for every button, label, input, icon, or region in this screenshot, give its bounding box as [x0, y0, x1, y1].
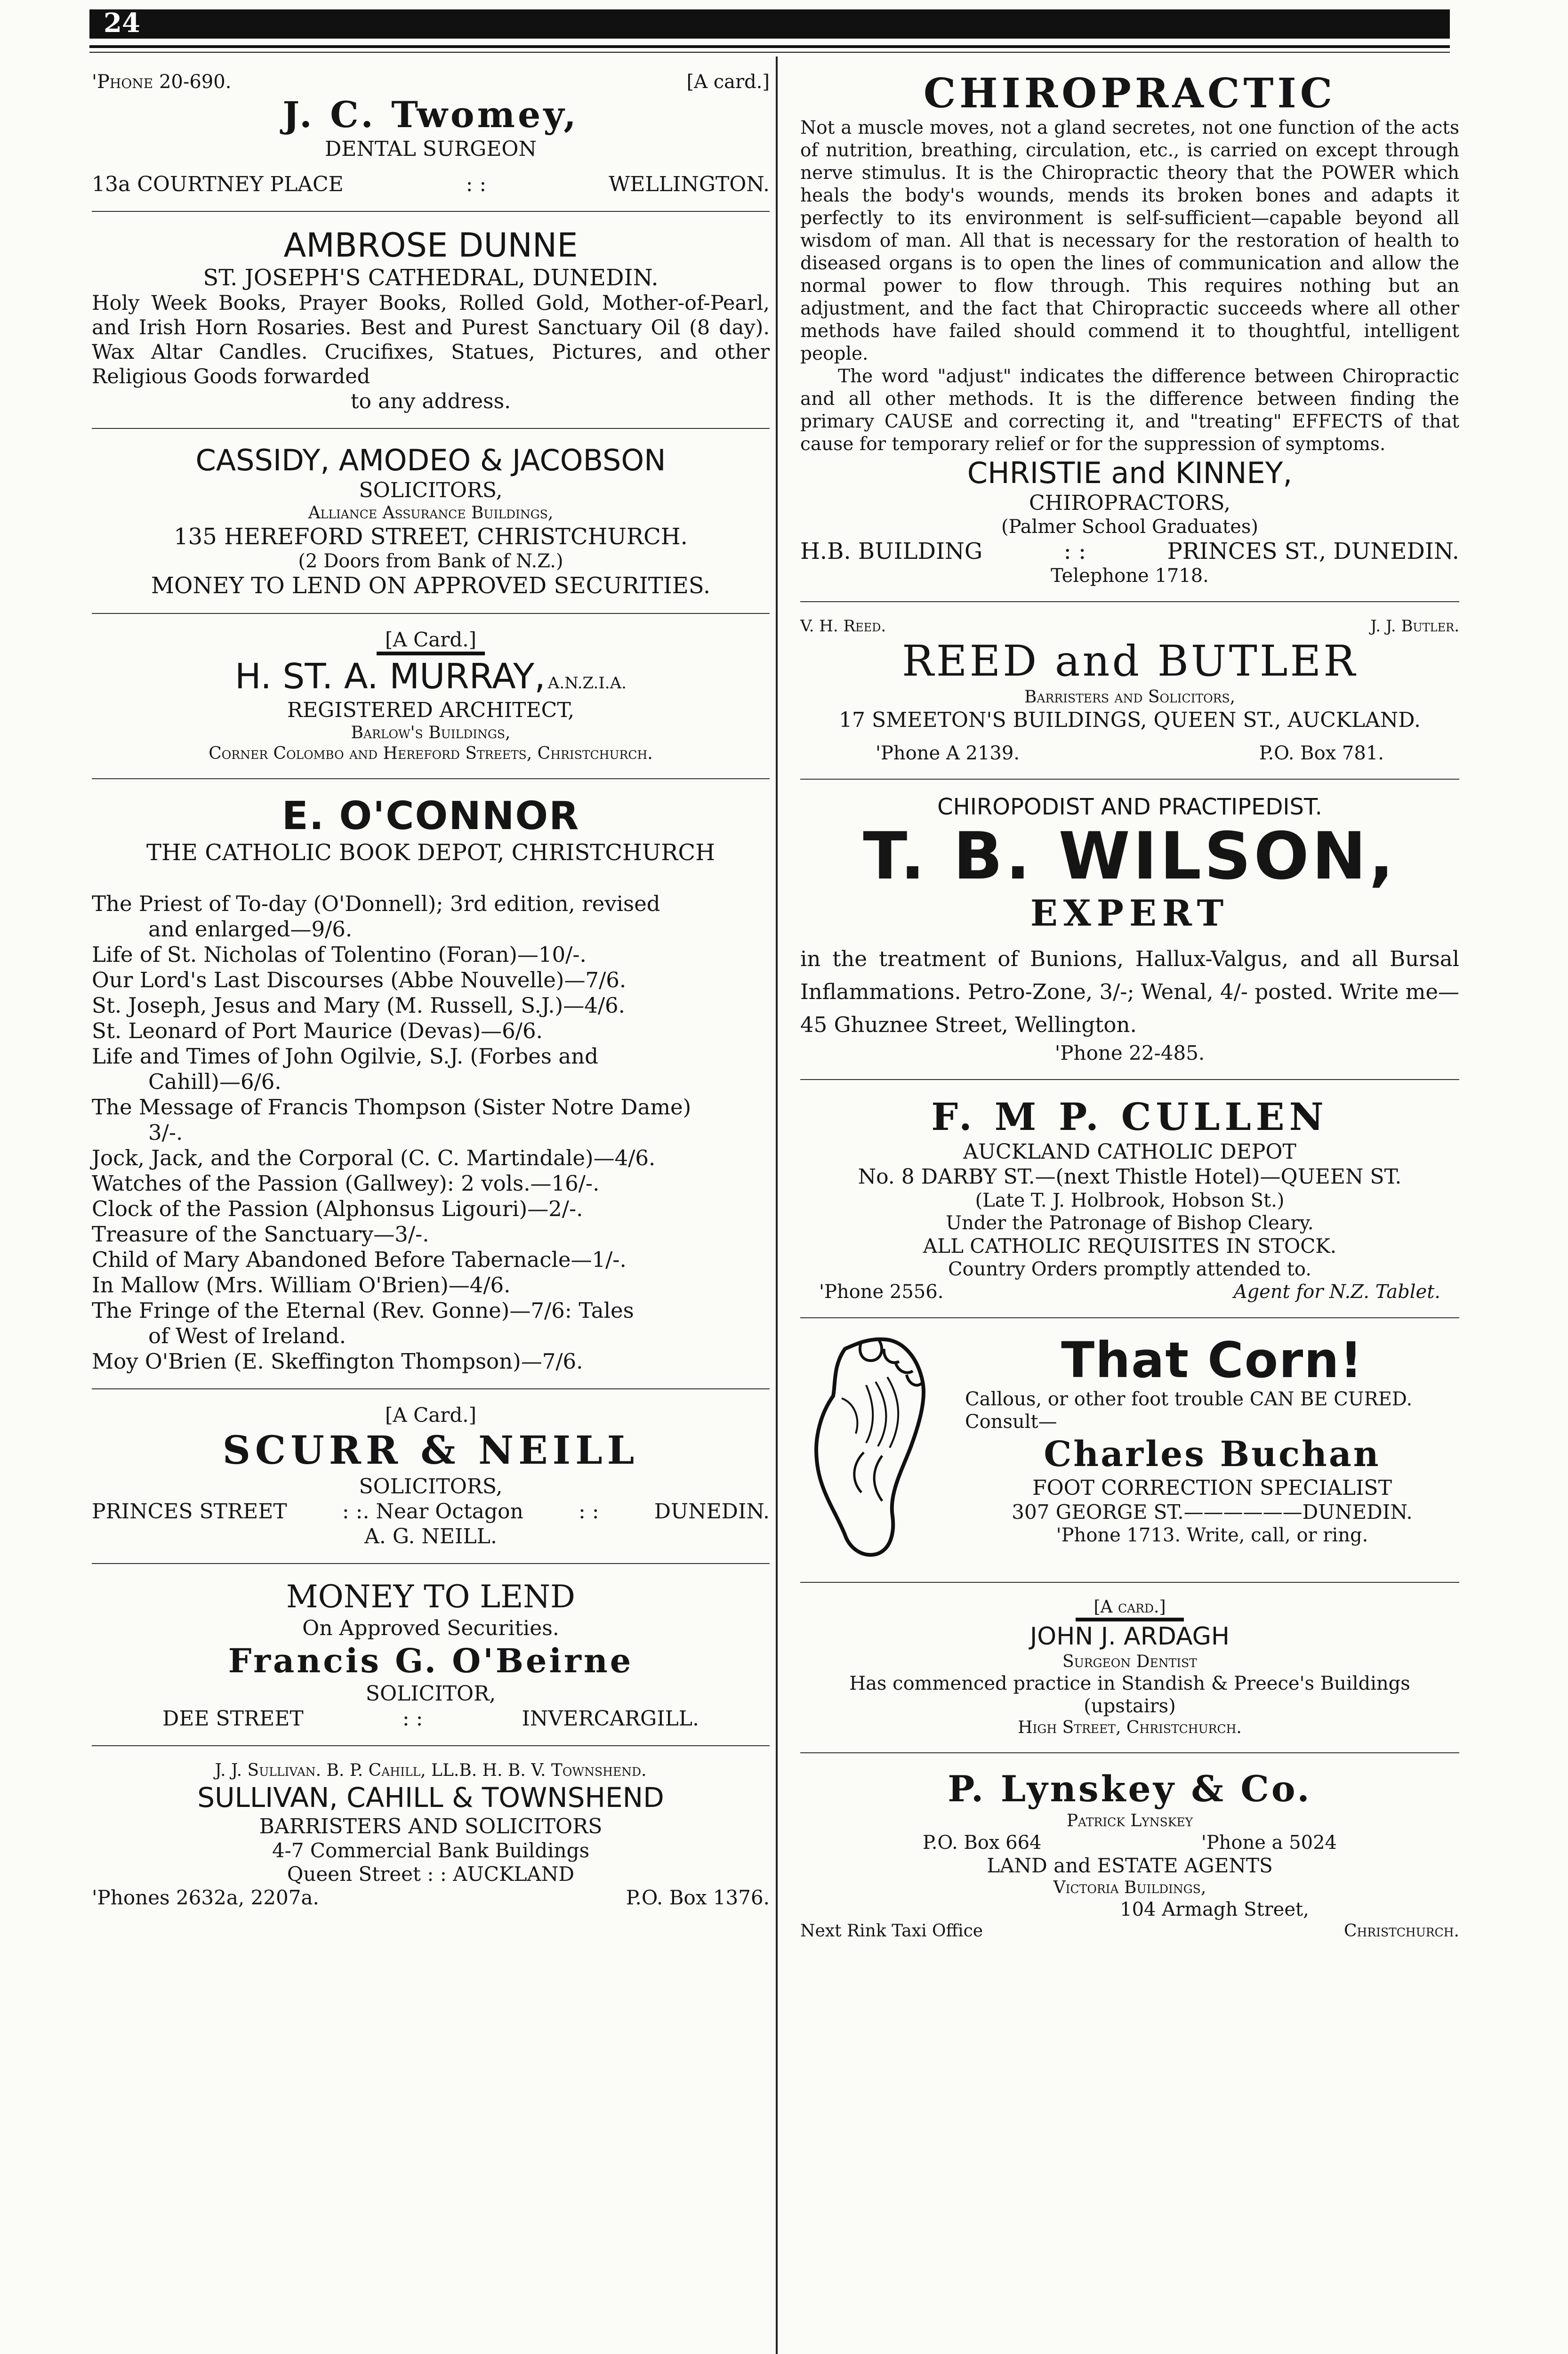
- corn-line-1: Callous, or other foot trouble CAN BE CURED.: [965, 1388, 1413, 1410]
- book-line: Treasure of the Sanctuary—3/-.: [92, 1222, 429, 1247]
- book-line: Cahill)—6/6.: [148, 1069, 281, 1094]
- book-line: Child of Mary Abandoned Before Tabernacle—1/-.: [92, 1247, 627, 1272]
- cassidy-name: CASSIDY, AMODEO & JACOBSON: [195, 443, 666, 477]
- lynskey-building: Victoria Buildings,: [1053, 1878, 1206, 1897]
- divider-rule: [800, 1079, 1459, 1080]
- corn-text: [956, 1332, 1459, 1568]
- twomey-ad: [92, 71, 770, 197]
- book-line: Clock of the Passion (Alphonsus Ligouri)—2/-.: [92, 1196, 583, 1221]
- book-line: and enlarged—9/6.: [148, 917, 353, 942]
- corn-address: 307 GEORGE ST.——————DUNEDIN.: [1012, 1500, 1413, 1524]
- wilson-expert: EXPERT: [1030, 892, 1230, 934]
- wilson-ad: [800, 794, 1459, 1065]
- obeirne-title: SOLICITOR,: [365, 1682, 496, 1706]
- murray-corner: Corner Colombo and Hereford Streets, Christchurch.: [209, 744, 653, 763]
- lynskey-street: 104 Armagh Street,: [1120, 1899, 1309, 1920]
- divider-rule: [800, 1582, 1459, 1583]
- book-line: The Priest of To-day (O'Donnell); 3rd edition, revised: [92, 891, 660, 916]
- sullivan-name: SULLIVAN, CAHILL & TOWNSHEND: [197, 1782, 664, 1814]
- cullen-name: F. M P. CULLEN: [931, 1095, 1328, 1139]
- chiropractic-building: H.B. BUILDING: [800, 538, 983, 564]
- sullivan-phones: 'Phones 2632a, 2207a.: [92, 1886, 319, 1909]
- book-line: Our Lord's Last Discourses (Abbe Nouvelle)—7/6.: [92, 967, 627, 992]
- cullen-stock: ALL CATHOLIC REQUISITES IN STOCK.: [923, 1234, 1337, 1258]
- wilson-heading: CHIROPODIST AND PRACTIPEDIST.: [937, 794, 1322, 820]
- dunne-text: Holy Week Books, Prayer Books, Rolled Gold, Mother-of-Pearl, and Irish Horn Rosaries. Best and Purest Sanctuary Oil (8 day). Wax Altar Candles. Crucifixes, Statues, Pictures, and other Religious Goods forwarded: [92, 291, 770, 388]
- reed-ad: [800, 616, 1459, 765]
- divider-rule: [800, 1752, 1459, 1753]
- reed-name: REED and BUTLER: [901, 637, 1358, 686]
- scurr-partner: A. G. NEILL.: [364, 1524, 497, 1548]
- corn-title: That Corn!: [1061, 1331, 1363, 1389]
- book-line: of West of Ireland.: [148, 1323, 346, 1348]
- book-line: The Message of Francis Thompson (Sister Notre Dame): [92, 1095, 692, 1120]
- divider-rule: [92, 211, 770, 212]
- masthead-bar: [89, 9, 1450, 39]
- ardagh-name: JOHN J. ARDAGH: [1029, 1622, 1230, 1651]
- top-thin-rule: [89, 52, 1450, 53]
- twomey-phone: 'Phone 20-690.: [92, 71, 232, 93]
- reed-left-partner: V. H. Reed.: [800, 617, 886, 636]
- twomey-separator: : :: [466, 172, 487, 196]
- twomey-address: 13a COURTNEY PLACE: [92, 172, 344, 196]
- lynskey-phone: 'Phone a 5024: [1201, 1832, 1337, 1854]
- ardagh-street: High Street, Christchurch.: [1018, 1718, 1242, 1737]
- sullivan-box: P.O. Box 1376.: [626, 1886, 770, 1909]
- divider-rule: [92, 1563, 770, 1564]
- column-divider: [776, 56, 778, 2354]
- scurr-card: [A Card.]: [385, 1403, 476, 1427]
- reed-right-partner: J. J. Butler.: [1370, 617, 1459, 636]
- dunne-ad: [92, 226, 770, 414]
- short-rule: [377, 652, 485, 655]
- cassidy-street: 135 HEREFORD STREET, CHRISTCHURCH.: [174, 524, 688, 550]
- chiropractic-title-2: CHIROPRACTORS,: [1029, 491, 1230, 515]
- chiropractic-paragraph-1: Not a muscle moves, not a gland secretes, not one function of the acts of nutrition, breathing, circulation, etc., is carried on except through nerve stimulus. It is the Chiropractic theory that the POWER which heals the body's wounds, mends its broken bones and adapts it perfectly to its environment is self-sufficient—capable beyond all wisdom of man. All that is necessary for the restoration of health to diseased organs is to open the lines of communication and allow the normal power to flow through. This requires nothing but an adjustment, and the fact that Chiropractic succeeds where all other methods have failed should commend it to thoughtful, intelligent people.: [800, 117, 1459, 364]
- short-rule: [1076, 1618, 1184, 1621]
- divider-rule: [800, 1317, 1459, 1318]
- murray-name: H. ST. A. MURRAY,: [235, 656, 546, 697]
- corn-name: Charles Buchan: [1044, 1434, 1381, 1475]
- chiropractic-paragraph-2: The word "adjust" indicates the difference between Chiropractic and all other methods. It is the difference between finding the primary CAUSE and correcting it, and "treating" EFFECTS of that cause for temporary relief or for the suppression of symptoms.: [800, 366, 1459, 455]
- ardagh-card: [A card.]: [1094, 1597, 1166, 1617]
- corn-line-2: Consult—: [965, 1411, 1057, 1433]
- wilson-name: T. B. WILSON,: [863, 818, 1397, 894]
- sullivan-separator: : :: [427, 1862, 447, 1886]
- scurr-near: : :. Near Octagon: [342, 1499, 523, 1524]
- chiropractic-phone: Telephone 1718.: [1051, 565, 1209, 587]
- murray-suffix: A.N.Z.I.A.: [547, 674, 627, 693]
- lynskey-name: P. Lynskey & Co.: [948, 1768, 1312, 1810]
- lynskey-partner: Patrick Lynskey: [1066, 1811, 1193, 1830]
- divider-rule: [800, 779, 1459, 780]
- page-number: 24: [104, 8, 140, 39]
- divider-rule: [92, 778, 770, 779]
- lynskey-rink: Next Rink Taxi Office: [800, 1921, 983, 1941]
- lynskey-ad: [800, 1767, 1459, 1942]
- scurr-ad: [92, 1403, 770, 1549]
- ardagh-title: Surgeon Dentist: [1062, 1652, 1197, 1671]
- cassidy-building: Alliance Assurance Buildings,: [308, 503, 554, 523]
- book-line: Moy O'Brien (E. Skeffington Thompson)—7/6.: [92, 1349, 583, 1374]
- obeirne-heading: MONEY TO LEND: [286, 1579, 575, 1615]
- cullen-patron: Under the Patronage of Bishop Cleary.: [946, 1212, 1314, 1234]
- book-line: St. Leonard of Port Maurice (Devas)—6/6.: [92, 1018, 543, 1043]
- murray-ad: [92, 628, 770, 764]
- divider-rule: [800, 601, 1459, 602]
- divider-rule: [92, 1388, 770, 1389]
- murray-card: [A Card.]: [385, 628, 476, 651]
- cullen-late: (Late T. J. Holbrook, Hobson St.): [975, 1190, 1285, 1211]
- sullivan-address1: 4-7 Commercial Bank Buildings: [272, 1839, 590, 1862]
- chiropractic-title: CHIROPRACTIC: [923, 70, 1336, 117]
- book-line: 3/-.: [148, 1120, 183, 1145]
- obeirne-name: Francis G. O'Beirne: [228, 1641, 634, 1680]
- corn-specialist: FOOT CORRECTION SPECIALIST: [1032, 1476, 1392, 1500]
- obeirne-approved: On Approved Securities.: [302, 1616, 559, 1640]
- chiropractic-ad: [800, 71, 1459, 587]
- lynskey-agents: LAND and ESTATE AGENTS: [987, 1854, 1273, 1877]
- cassidy-ad: [92, 443, 770, 599]
- book-line: St. Joseph, Jesus and Mary (M. Russell, S.J.)—4/6.: [92, 993, 625, 1018]
- ardagh-text: Has commenced practice in Standish & Preece's Buildings: [849, 1673, 1410, 1694]
- chiropractic-separator: : :: [1063, 538, 1086, 564]
- twomey-card: [A card.]: [686, 71, 770, 93]
- scurr-title: SOLICITORS,: [359, 1475, 503, 1499]
- sullivan-city: AUCKLAND: [453, 1862, 575, 1886]
- sullivan-ad: [92, 1760, 770, 1910]
- scurr-street: PRINCES STREET: [92, 1499, 287, 1524]
- dunne-name: AMBROSE DUNNE: [283, 226, 578, 265]
- cullen-orders: Country Orders promptly attended to.: [948, 1258, 1311, 1280]
- scurr-name: SCURR & NEILL: [222, 1428, 639, 1473]
- obeirne-city: INVERCARGILL.: [522, 1707, 699, 1731]
- ardagh-upstairs: (upstairs): [1084, 1695, 1176, 1717]
- scurr-separator: : :: [578, 1499, 599, 1524]
- sullivan-address2: Queen Street: [287, 1862, 421, 1886]
- dunne-place: ST. JOSEPH'S CATHEDRAL, DUNEDIN.: [203, 265, 659, 291]
- murray-title: REGISTERED ARCHITECT,: [287, 698, 575, 722]
- obeirne-ad: [92, 1578, 770, 1731]
- lynskey-box: P.O. Box 664: [923, 1832, 1042, 1854]
- book-line: In Mallow (Mrs. William O'Brien)—4/6.: [92, 1273, 511, 1298]
- cassidy-money: MONEY TO LEND ON APPROVED SECURITIES.: [151, 572, 711, 599]
- ardagh-ad: [800, 1597, 1459, 1738]
- twomey-title: DENTAL SURGEON: [324, 137, 537, 161]
- corn-phone: 'Phone 1713. Write, call, or ring.: [1056, 1524, 1368, 1546]
- book-line: Watches of the Passion (Gallwey): 2 vols.—16/-.: [92, 1171, 600, 1196]
- scurr-city: DUNEDIN.: [654, 1499, 770, 1524]
- cullen-depot: AUCKLAND CATHOLIC DEPOT: [963, 1140, 1296, 1164]
- wilson-phone: 'Phone 22-485.: [1054, 1041, 1205, 1064]
- book-list: [92, 891, 770, 1374]
- sullivan-title: BARRISTERS AND SOLICITORS: [259, 1814, 603, 1838]
- twomey-name: J. C. Twomey,: [282, 94, 579, 136]
- sullivan-partners: J. J. Sullivan. B. P. Cahill, LL.B. H. B. V. Townshend.: [215, 1761, 647, 1780]
- divider-rule: [92, 428, 770, 429]
- cullen-address: No. 8 DARBY ST.—(next Thistle Hotel)—QUEEN ST.: [858, 1165, 1402, 1189]
- book-line: Life and Times of John Ogilvie, S.J. (Forbes and: [92, 1044, 598, 1069]
- oconnor-name: E. O'CONNOR: [281, 794, 580, 838]
- obeirne-street: DEE STREET: [162, 1707, 304, 1731]
- reed-title: Barristers and Solicitors,: [1024, 687, 1236, 707]
- cassidy-title: SOLICITORS,: [359, 478, 503, 502]
- left-column: [92, 71, 770, 1913]
- cullen-ad: [800, 1094, 1459, 1303]
- book-line: Life of St. Nicholas of Tolentino (Foran)—10/-.: [92, 942, 587, 967]
- reed-address: 17 SMEETON'S BUILDINGS, QUEEN ST., AUCKLAND.: [839, 708, 1421, 732]
- book-line: Jock, Jack, and the Corporal (C. C. Martindale)—4/6.: [92, 1145, 656, 1170]
- oconnor-subtitle: THE CATHOLIC BOOK DEPOT, CHRISTCHURCH: [146, 839, 715, 866]
- lynskey-city: Christchurch.: [1343, 1921, 1459, 1941]
- right-column: [800, 71, 1459, 1945]
- chiropractic-graduates: (Palmer School Graduates): [1001, 516, 1259, 538]
- cassidy-doors: (2 Doors from Bank of N.Z.): [298, 550, 563, 572]
- cullen-agent: Agent for N.Z. Tablet.: [1233, 1281, 1440, 1303]
- dunne-closing: to any address.: [350, 389, 511, 413]
- chiropractic-street: PRINCES ST., DUNEDIN.: [1167, 538, 1459, 564]
- twomey-city: WELLINGTON.: [609, 172, 770, 196]
- cullen-phone: 'Phone 2556.: [819, 1281, 944, 1303]
- book-line: The Fringe of the Eternal (Rev. Gonne)—7/6: Tales: [92, 1298, 634, 1323]
- divider-rule: [92, 1745, 770, 1746]
- reed-box: P.O. Box 781.: [1259, 742, 1384, 764]
- obeirne-separator: : :: [402, 1707, 423, 1731]
- wilson-text: in the treatment of Bunions, Hallux-Valgus, and all Bursal Inflammations. Petro-Zone, 3/-; Wenal, 4/- posted. Write me—45 Ghuznee Street, Wellington.: [800, 946, 1459, 1037]
- top-rule: [89, 45, 1450, 48]
- corn-ad: [800, 1332, 1459, 1568]
- reed-phone: 'Phone A 2139.: [876, 742, 1020, 764]
- chiropractic-firm: CHRISTIE and KINNEY,: [967, 456, 1293, 490]
- murray-building: Barlow's Buildings,: [351, 723, 511, 742]
- oconnor-ad: [92, 793, 770, 1374]
- foot-icon: [800, 1332, 956, 1568]
- divider-rule: [92, 613, 770, 614]
